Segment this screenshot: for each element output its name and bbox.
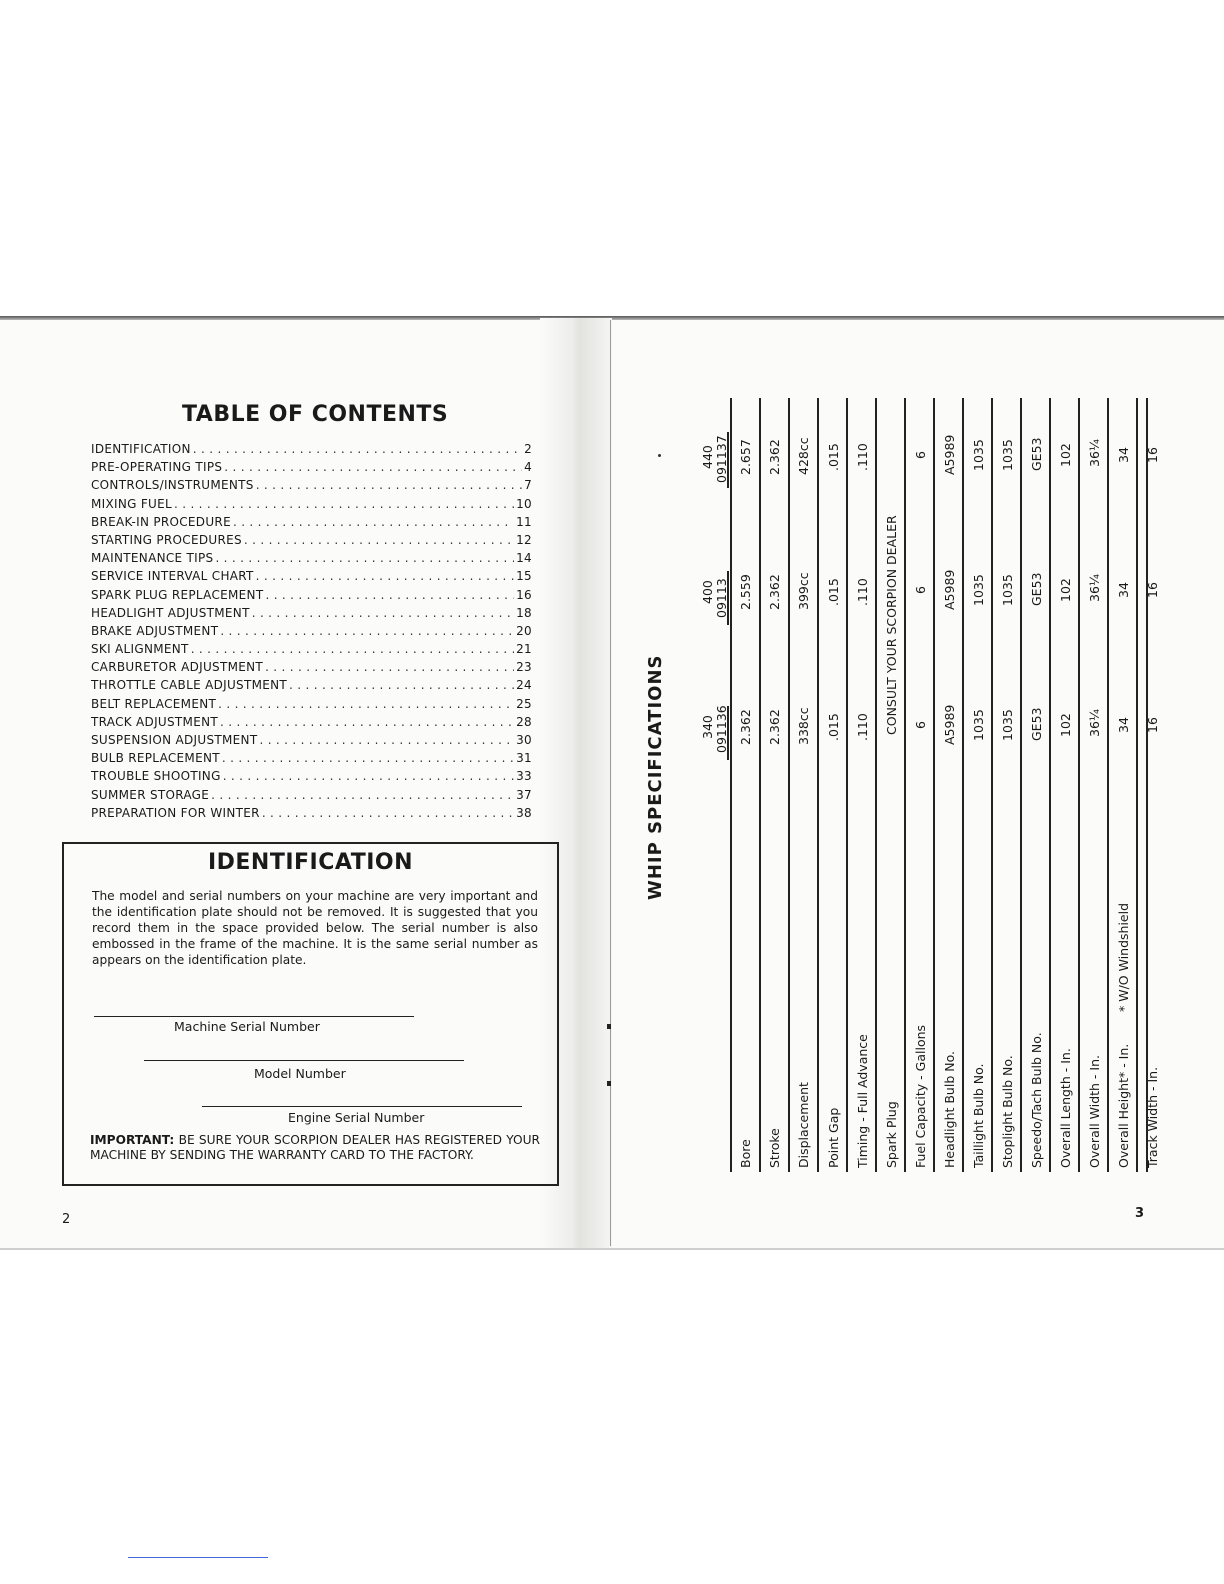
table-column-line	[1146, 398, 1148, 1172]
spec-value: 36¼	[1087, 438, 1102, 467]
spec-value: .110	[855, 578, 870, 606]
spec-value: GE53	[1029, 437, 1044, 471]
toc-leader	[215, 551, 514, 565]
table-column-line	[1049, 398, 1051, 1172]
toc-entry-page: 23	[516, 660, 532, 675]
machine-serial-label: Machine Serial Number	[174, 1019, 320, 1034]
toc-entry	[91, 497, 532, 515]
toc-entry	[91, 624, 532, 642]
toc-entry-page: 38	[516, 805, 532, 820]
spec-value: GE53	[1029, 707, 1044, 741]
toc-entry-label: BULB REPLACEMENT	[91, 751, 220, 766]
toc-entry-label: IDENTIFICATION	[91, 442, 191, 456]
toc-entry-page: 25	[516, 696, 532, 711]
table-column-line	[1107, 398, 1109, 1172]
table-of-contents	[91, 442, 532, 824]
spec-row-label: Point Gap	[826, 1107, 841, 1168]
spec-value: 428cc	[796, 437, 811, 475]
spec-row-label: Track Width - In.	[1145, 1066, 1160, 1168]
spec-value: 6	[913, 721, 928, 729]
spec-value: A5989	[942, 569, 957, 610]
page-number-left: 2	[62, 1212, 71, 1227]
toc-entry-label: MIXING FUEL	[91, 496, 172, 511]
toc-entry-page: 30	[516, 733, 532, 747]
toc-entry	[91, 588, 532, 606]
toc-entry	[91, 442, 532, 460]
spec-row-label: Stroke	[767, 1128, 782, 1168]
spec-value: A5989	[942, 704, 957, 745]
spec-value: 2.362	[767, 574, 782, 610]
spec-row-label: Overall Width - In.	[1087, 1054, 1102, 1168]
spec-value: 2.362	[738, 709, 753, 745]
toc-entry-page: 21	[516, 642, 532, 657]
spread-top-edge	[0, 316, 1224, 320]
toc-entry-label: PREPARATION FOR WINTER	[91, 805, 260, 820]
spec-value: 102	[1058, 713, 1073, 737]
toc-entry	[91, 551, 532, 569]
spec-row-label: Stoplight Bulb No.	[1000, 1055, 1015, 1168]
spec-value: 102	[1058, 578, 1073, 602]
toc-leader	[252, 606, 514, 620]
spread-bottom-edge	[0, 1248, 1224, 1250]
spec-row-label: Displacement	[796, 1082, 811, 1168]
spec-row-label: Taillight Bulb No.	[971, 1063, 986, 1168]
toc-leader	[224, 460, 522, 474]
toc-entry-page: 10	[516, 496, 532, 511]
footnote: * W/O Windshield	[1116, 902, 1131, 1012]
toc-entry-page: 14	[516, 551, 532, 566]
spec-value: 2.362	[767, 439, 782, 475]
scan-dot	[658, 454, 661, 457]
table-column-line	[904, 398, 906, 1172]
model-part-number: 09113	[714, 578, 729, 618]
model-name: 400	[700, 580, 715, 604]
identification-box	[62, 842, 559, 1186]
spec-row-label: Timing - Full Advance	[855, 1034, 870, 1168]
toc-entry	[91, 533, 532, 551]
spec-value: 1035	[971, 574, 986, 606]
toc-leader	[220, 715, 514, 729]
toc-entry-label: SKI ALIGNMENT	[91, 642, 189, 657]
toc-entry-label: SUSPENSION ADJUSTMENT	[91, 733, 258, 747]
toc-entry-label: BREAK-IN PROCEDURE	[91, 514, 231, 529]
model-part-number: 091136	[714, 705, 729, 753]
toc-leader	[211, 788, 514, 802]
toc-entry	[91, 642, 532, 660]
spec-row-label: Headlight Bulb No.	[942, 1051, 957, 1168]
spec-value: 6	[913, 586, 928, 594]
spec-value: .110	[855, 713, 870, 741]
spec-value: .015	[826, 443, 841, 471]
toc-entry-label: BELT REPLACEMENT	[91, 696, 217, 711]
toc-entry-page: 28	[516, 714, 532, 729]
toc-leader	[259, 733, 514, 747]
engine-serial-label: Engine Serial Number	[288, 1110, 425, 1125]
toc-entry	[91, 751, 532, 769]
toc-entry-label: STARTING PROCEDURES	[91, 532, 242, 547]
toc-entry	[91, 569, 532, 587]
toc-entry-label: CONTROLS/INSTRUMENTS	[91, 478, 254, 493]
important-label: IMPORTANT:	[90, 1133, 175, 1147]
spec-row-label: Spark Plug	[884, 1101, 899, 1168]
important-text: BE SURE YOUR SCORPION DEALER HAS REGISTERED YOUR MACHINE BY SENDING THE WARRANTY CARD TO THE FACTORY.	[90, 1133, 541, 1162]
spec-value: 36¼	[1087, 708, 1102, 737]
toc-entry-page: 4	[524, 460, 532, 475]
toc-entry	[91, 697, 532, 715]
spec-value: 1035	[971, 709, 986, 741]
spec-value: 34	[1116, 717, 1131, 733]
toc-entry-label: TRACK ADJUSTMENT	[91, 714, 219, 729]
spec-value: 1035	[1000, 709, 1015, 741]
model-name: 440	[700, 445, 715, 469]
toc-entry	[91, 806, 532, 824]
toc-entry	[91, 733, 532, 751]
toc-leader	[174, 497, 514, 511]
identification-title: IDENTIFICATION	[207, 850, 414, 875]
toc-leader	[218, 697, 514, 711]
spec-row-label: Overall Height* - In.	[1116, 1043, 1131, 1168]
toc-title: TABLE OF CONTENTS	[182, 402, 449, 427]
toc-leader	[265, 588, 514, 602]
table-column-line	[1020, 398, 1022, 1172]
model-number-label: Model Number	[254, 1066, 346, 1081]
toc-entry-label: CARBURETOR ADJUSTMENT	[91, 660, 264, 675]
spec-value: 16	[1145, 717, 1160, 733]
machine-serial-line	[94, 1016, 414, 1017]
spec-value: .015	[826, 713, 841, 741]
table-column-line	[846, 398, 848, 1172]
gutter-line	[610, 320, 611, 1246]
spec-value: 1035	[1000, 574, 1015, 606]
page-number-right: 3	[1135, 1206, 1145, 1221]
toc-entry-page: 18	[516, 605, 532, 620]
table-column-line	[991, 398, 993, 1172]
spec-value: .110	[855, 443, 870, 471]
model-name: 340	[700, 715, 715, 739]
spec-row-label: Speedo/Tach Bulb No.	[1029, 1032, 1044, 1168]
toc-leader	[265, 660, 514, 674]
table-column-line	[759, 398, 761, 1172]
stray-scan-line	[128, 1557, 268, 1558]
table-column-line	[962, 398, 964, 1172]
table-column-line	[817, 398, 819, 1172]
toc-entry	[91, 788, 532, 806]
toc-entry	[91, 660, 532, 678]
toc-entry	[91, 460, 532, 478]
toc-entry-page: 7	[524, 478, 532, 493]
toc-leader	[256, 569, 514, 583]
model-number-line	[144, 1060, 464, 1061]
toc-entry-label: SUMMER STORAGE	[91, 787, 210, 802]
toc-leader	[262, 806, 514, 820]
table-column-line	[788, 398, 790, 1172]
spec-row-label: Bore	[738, 1139, 753, 1168]
toc-leader	[222, 751, 514, 765]
table-column-line	[933, 398, 935, 1172]
spec-value: 36¼	[1087, 573, 1102, 602]
toc-entry-label: SERVICE INTERVAL CHART	[91, 569, 254, 584]
toc-entry	[91, 515, 532, 533]
toc-leader	[244, 533, 514, 547]
spec-merged-value: CONSULT YOUR SCORPION DEALER	[884, 515, 899, 735]
table-column-line	[1078, 398, 1080, 1172]
gutter-mark	[607, 1081, 611, 1086]
toc-entry-label: PRE-OPERATING TIPS	[91, 460, 223, 475]
important-notice	[90, 1133, 540, 1163]
toc-entry-label: THROTTLE CABLE ADJUSTMENT	[91, 678, 288, 693]
toc-entry-label: SPARK PLUG REPLACEMENT	[91, 587, 264, 602]
table-column-line	[1136, 398, 1138, 1172]
spec-value: 399cc	[796, 572, 811, 610]
spec-value: 2.362	[767, 709, 782, 745]
toc-entry	[91, 715, 532, 733]
spec-value: 16	[1145, 447, 1160, 463]
spec-value: 6	[913, 451, 928, 459]
toc-leader	[193, 442, 522, 456]
spec-value: 1035	[1000, 439, 1015, 471]
toc-entry-page: 24	[516, 678, 532, 693]
toc-leader	[220, 624, 514, 638]
toc-entry-page: 31	[516, 751, 532, 766]
spec-value: 16	[1145, 582, 1160, 598]
spec-value: .015	[826, 578, 841, 606]
toc-entry	[91, 769, 532, 787]
spec-value: 34	[1116, 447, 1131, 463]
toc-leader	[233, 515, 514, 529]
identification-paragraph: The model and serial numbers on your machine are very important and the identification plate should not be removed. It is suggested that you record them in the space provided below. The serial number is also embossed in the frame of the machine. It is the same serial number as appears on the identification plate.	[92, 889, 538, 967]
toc-entry-label: MAINTENANCE TIPS	[91, 551, 214, 566]
spec-value: 2.559	[738, 574, 753, 610]
toc-entry-page: 33	[516, 769, 532, 784]
toc-entry-label: HEADLIGHT ADJUSTMENT	[91, 605, 250, 620]
toc-leader	[223, 769, 514, 783]
table-column-line	[875, 398, 877, 1172]
table-column-line	[730, 398, 732, 1172]
toc-entry-label: BRAKE ADJUSTMENT	[91, 623, 219, 638]
toc-entry-page: 37	[516, 787, 532, 802]
toc-entry-label: TROUBLE SHOOTING	[91, 769, 221, 784]
spec-value: 102	[1058, 443, 1073, 467]
toc-entry-page: 2	[524, 442, 532, 456]
toc-entry-page: 16	[516, 587, 532, 602]
toc-entry-page: 15	[516, 569, 532, 584]
spec-value: 1035	[971, 439, 986, 471]
gutter-mark	[607, 1024, 611, 1029]
toc-entry	[91, 678, 532, 696]
toc-entry-page: 12	[516, 532, 532, 547]
spec-row-label: Overall Length - In.	[1058, 1048, 1073, 1168]
toc-entry	[91, 478, 532, 496]
toc-entry-page: 11	[516, 514, 532, 529]
spec-value: 2.657	[738, 439, 753, 475]
spec-value: A5989	[942, 434, 957, 475]
toc-leader	[289, 678, 514, 692]
spec-value: GE53	[1029, 572, 1044, 606]
spec-value: 338cc	[796, 707, 811, 745]
model-part-number: 091137	[714, 435, 729, 483]
toc-leader	[191, 642, 514, 656]
spec-row-label: Fuel Capacity - Gallons	[913, 1024, 928, 1168]
toc-entry-page: 20	[516, 623, 532, 638]
toc-entry	[91, 606, 532, 624]
toc-leader	[256, 478, 522, 492]
engine-serial-line	[202, 1106, 522, 1107]
spec-value: 34	[1116, 582, 1131, 598]
spec-title: WHIP SPECIFICATIONS	[645, 654, 666, 900]
